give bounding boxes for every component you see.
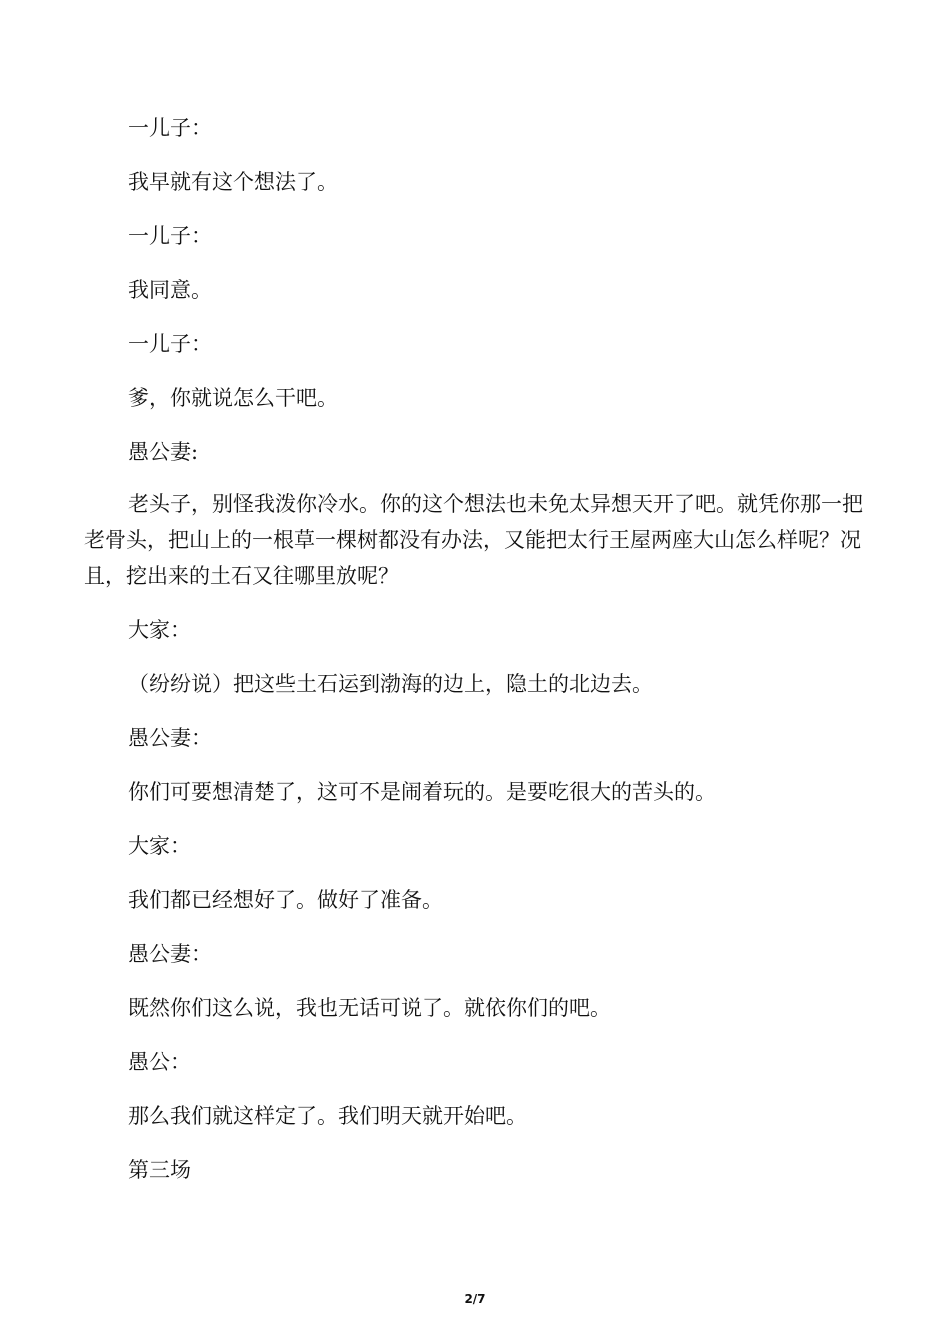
dialogue-line: （纷纷说）把这些土石运到渤海的边上，隐土的北边去。 bbox=[128, 672, 653, 696]
speaker-label: 大家： bbox=[128, 834, 191, 858]
dialogue-line: 我同意。 bbox=[128, 278, 212, 302]
scene-heading: 第三场 bbox=[128, 1158, 191, 1182]
dialogue-line: 你们可要想清楚了，这可不是闹着玩的。是要吃很大的苦头的。 bbox=[128, 780, 716, 804]
speaker-label: 愚公： bbox=[128, 1050, 191, 1074]
speaker-label: 愚公妻： bbox=[128, 942, 212, 966]
dialogue-line: 我早就有这个想法了。 bbox=[128, 170, 338, 194]
page-number: 2/7 bbox=[464, 1292, 486, 1306]
speaker-label: 一儿子： bbox=[128, 116, 212, 140]
dialogue-paragraph: 老头子，别怪我泼你冷水。你的这个想法也未免太异想天开了吧。就凭你那一把老骨头，把山上的一根草一棵树都没有办法，又能把太行王屋两座大山怎么样呢？况且，挖出来的土石又往哪里放呢？ bbox=[84, 492, 863, 588]
dialogue-line: 那么我们就这样定了。我们明天就开始吧。 bbox=[128, 1104, 527, 1128]
speaker-label: 一儿子： bbox=[128, 332, 212, 356]
speaker-label: 愚公妻： bbox=[128, 726, 212, 750]
dialogue-line: 我们都已经想好了。做好了准备。 bbox=[128, 888, 443, 912]
dialogue-line: 既然你们这么说，我也无话可说了。就依你们的吧。 bbox=[128, 996, 611, 1020]
speaker-label: 一儿子： bbox=[128, 224, 212, 248]
speaker-label: 大家： bbox=[128, 618, 191, 642]
dialogue-line: 爹，你就说怎么干吧。 bbox=[128, 386, 338, 410]
speaker-label: 愚公妻: bbox=[128, 440, 199, 464]
